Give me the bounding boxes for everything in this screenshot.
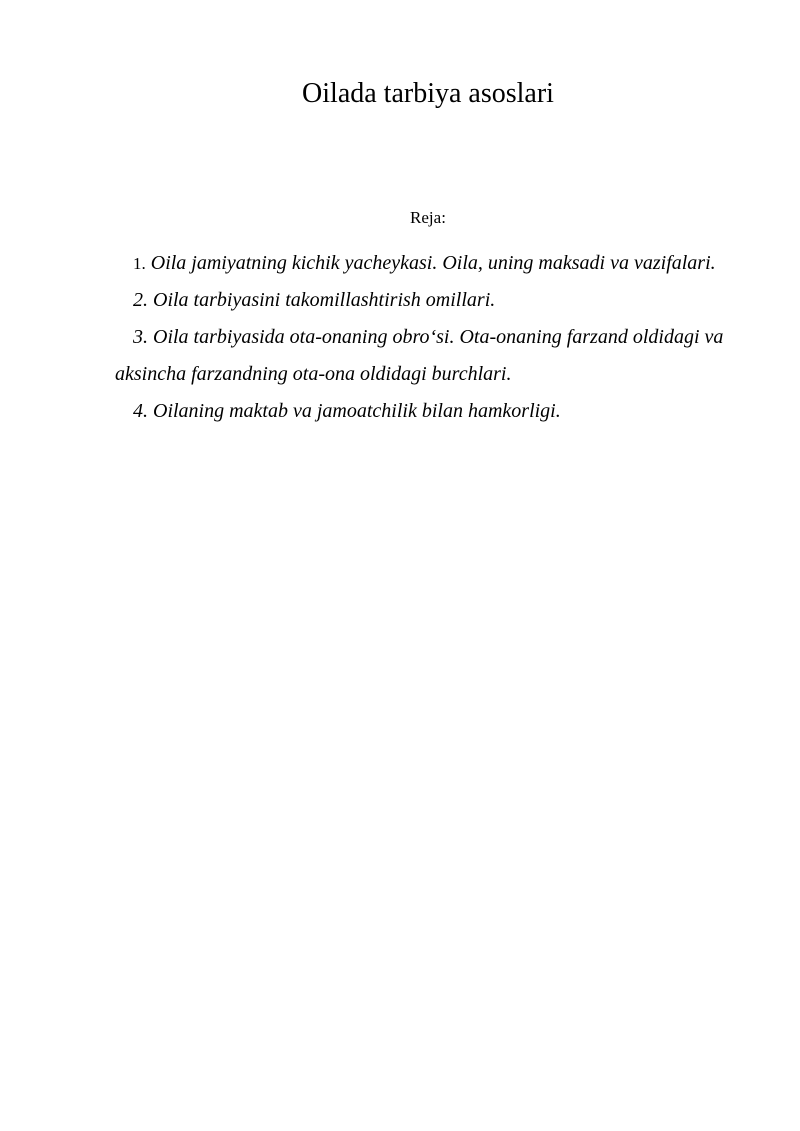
plan-item-number: 1.	[133, 254, 146, 273]
plan-item-1	[115, 245, 750, 282]
plan-item-number: 2.	[133, 289, 148, 311]
plan-heading: Reja:	[410, 208, 446, 227]
plan-item-text: Oila jamiyatning kichik yacheykasi. Oila, uning maksadi va vazifalari.	[150, 252, 716, 274]
plan-item-text: Oilaning maktab va jamoatchilik bilan hamkorligi.	[153, 400, 561, 422]
plan-item-4	[115, 393, 750, 430]
plan-item-number: 3.	[133, 326, 148, 348]
plan-item-3	[115, 319, 750, 393]
plan-list	[115, 245, 750, 430]
plan-item-2	[115, 282, 750, 319]
plan-item-text: Oila tarbiyasida ota-onaning obro‘si. Ota-onaning farzand oldidagi va aksincha farzandning ota-ona oldidagi burchlari.	[115, 326, 724, 385]
plan-item-number: 4.	[133, 400, 148, 422]
page-title: Oilada tarbiya asoslari	[302, 78, 554, 109]
plan-item-text: Oila tarbiyasini takomillashtirish omillari.	[153, 289, 496, 311]
